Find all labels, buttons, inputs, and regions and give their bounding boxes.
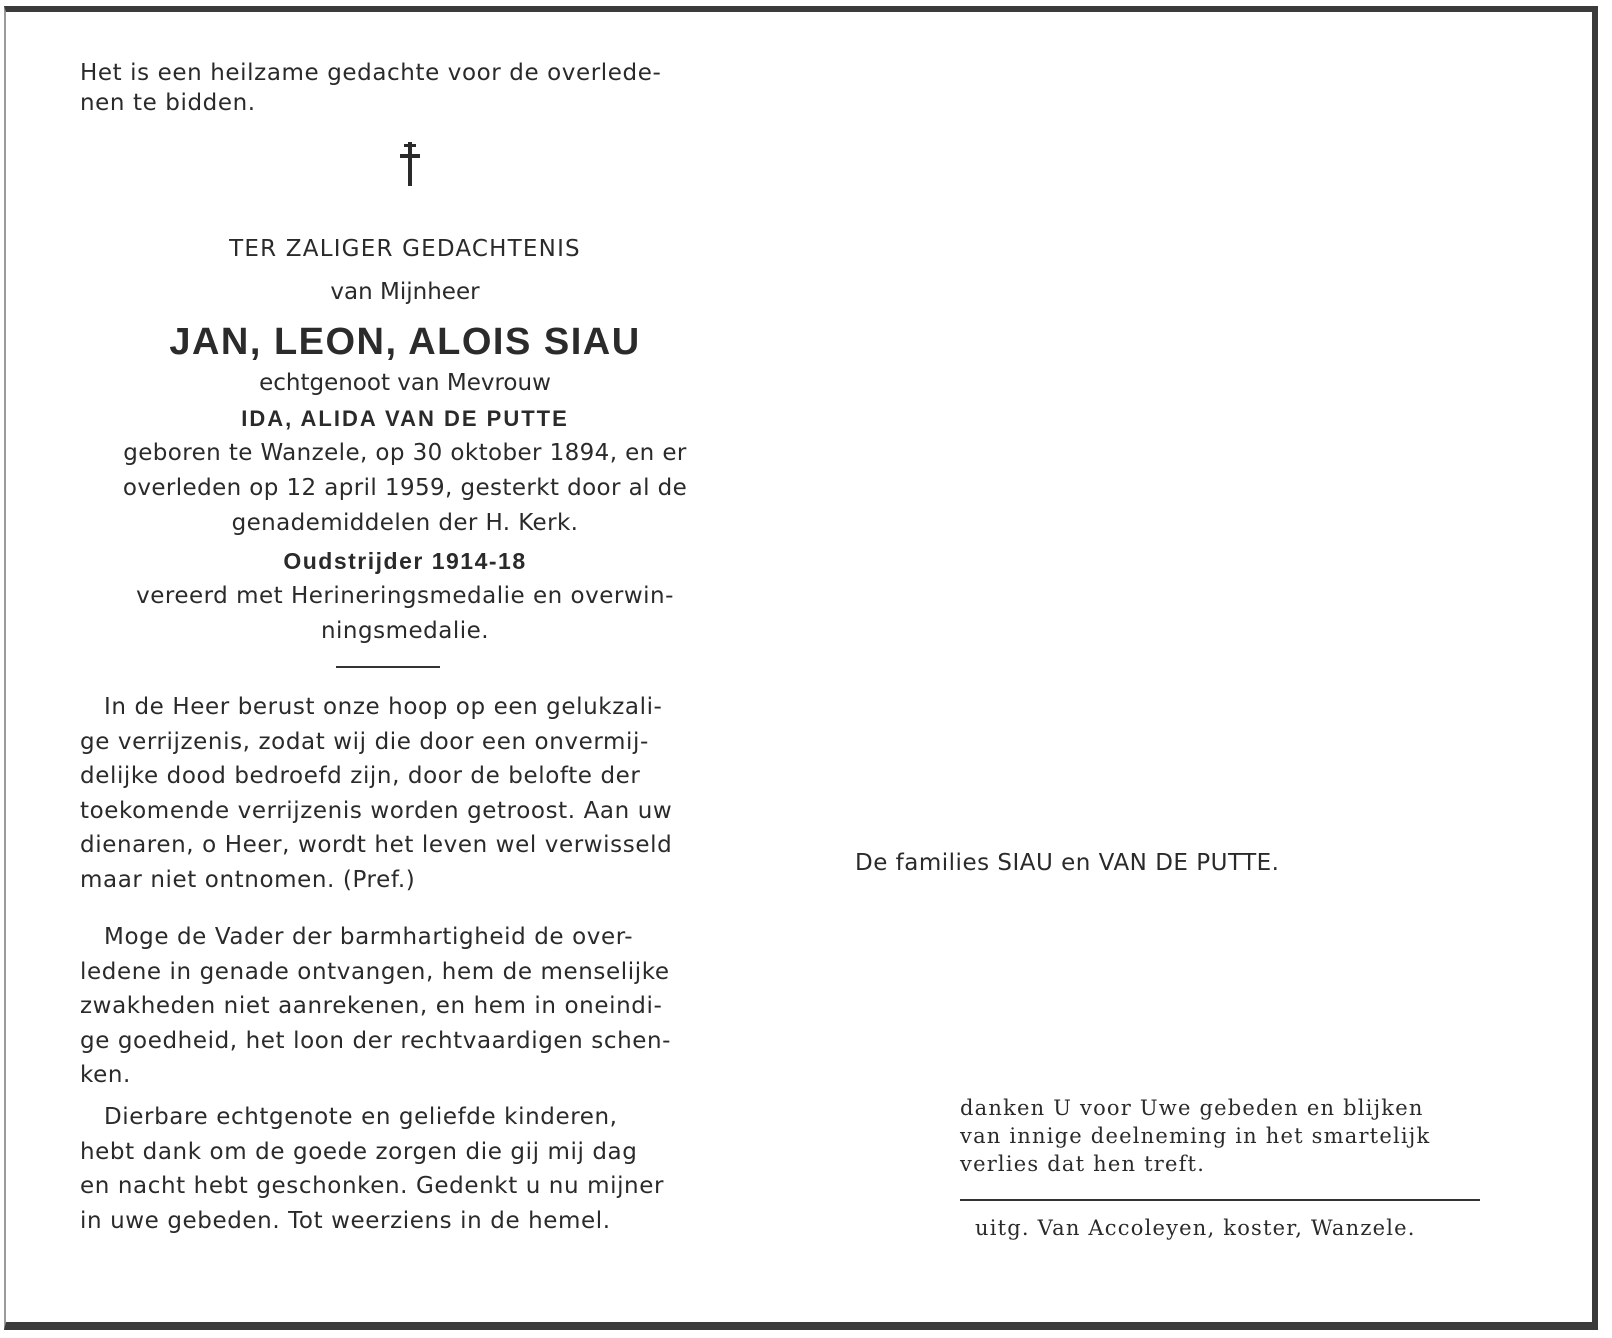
farewell-line: en nacht hebt geschonken. Gedenkt u nu mijner xyxy=(80,1173,665,1199)
thanks-line: danken U voor Uwe gebeden en blijken xyxy=(960,1096,1424,1120)
thanks-line: verlies dat hen treft. xyxy=(960,1152,1206,1176)
thanks-line: van innige deelneming in het smartelijk xyxy=(960,1124,1431,1148)
prayer-2-line: zwakheden niet aanrekenen, en hem in oneindi- xyxy=(80,993,663,1019)
section-divider xyxy=(336,666,440,668)
born-line-3: genademiddelen der H. Kerk. xyxy=(231,510,579,536)
spouse-name: IDA, ALIDA VAN DE PUTTE xyxy=(241,406,569,431)
prayer-1-last-line xyxy=(80,863,708,898)
medals-line-2: ningsmedalie. xyxy=(320,618,490,644)
farewell-paragraph xyxy=(80,1100,708,1238)
farewell-line: hebt dank om de goede zorgen die gij mij dag xyxy=(80,1138,638,1165)
veteran-title: Oudstrijder 1914-18 xyxy=(283,548,527,574)
memorial-heading: TER ZALIGER GEDACHTENIS xyxy=(229,236,581,262)
publisher-line: uitg. Van Accoleyen, koster, Wanzele. xyxy=(975,1216,1416,1240)
deceased-name: JAN, LEON, ALOIS SIAU xyxy=(169,321,641,363)
intro-line-1: Het is een heilzame gedachte voor de overlede- xyxy=(80,60,662,86)
farewell-line: Dierbare echtgenote en geliefde kinderen, xyxy=(104,1104,618,1130)
prayer-1-line: delijke dood bedroefd zijn, door de belofte der xyxy=(80,763,641,789)
prayer-paragraph-1 xyxy=(80,690,708,897)
families-line: De families SIAU en VAN DE PUTTE. xyxy=(855,850,1280,876)
prayer-2-line: ge goedheid, het loon der rechtvaardigen schen- xyxy=(80,1027,672,1054)
prayer-2-line: ken. xyxy=(80,1062,131,1088)
prayer-2-line: ledene in genade ontvangen, hem de menselijke xyxy=(80,958,670,985)
intro-text xyxy=(80,58,730,118)
born-line-2: overleden op 12 april 1959, gesterkt door al de xyxy=(122,475,688,501)
spouse-label: echtgenoot van Mevrouw xyxy=(259,370,551,396)
prayer-2-line: Moge de Vader der barmhartigheid de over- xyxy=(104,924,634,950)
intro-line-2: nen te bidden. xyxy=(80,90,256,116)
prayer-paragraph-2 xyxy=(80,920,708,1093)
prayer-1-line: dienaren, o Heer, wordt het leven wel verwisseld xyxy=(80,832,673,858)
prayer-1-line: ge verrijzenis, zodat wij die door een onvermij- xyxy=(80,728,649,755)
prayer-1-line: In de Heer berust onze hoop op een gelukzali- xyxy=(104,694,663,720)
prayer-1-last-text: maar niet ontnomen. xyxy=(80,866,335,893)
memorial-prefix: van Mijnheer xyxy=(330,279,480,305)
medals-line-1: vereerd met Herineringsmedalie en overwin- xyxy=(136,583,674,609)
thanks-text xyxy=(960,1094,1480,1178)
born-line-1: geboren te Wanzele, op 30 oktober 1894, en er xyxy=(123,440,687,466)
prayer-1-line: toekomende verrijzenis worden getroost. Aan uw xyxy=(80,797,673,824)
prayer-1-source: (Pref.) xyxy=(342,866,416,893)
farewell-line: in uwe gebeden. Tot weerziens in de hemel. xyxy=(80,1207,611,1234)
memorial-header xyxy=(80,232,730,649)
publisher-divider xyxy=(960,1199,1480,1201)
cross-icon xyxy=(395,140,425,188)
